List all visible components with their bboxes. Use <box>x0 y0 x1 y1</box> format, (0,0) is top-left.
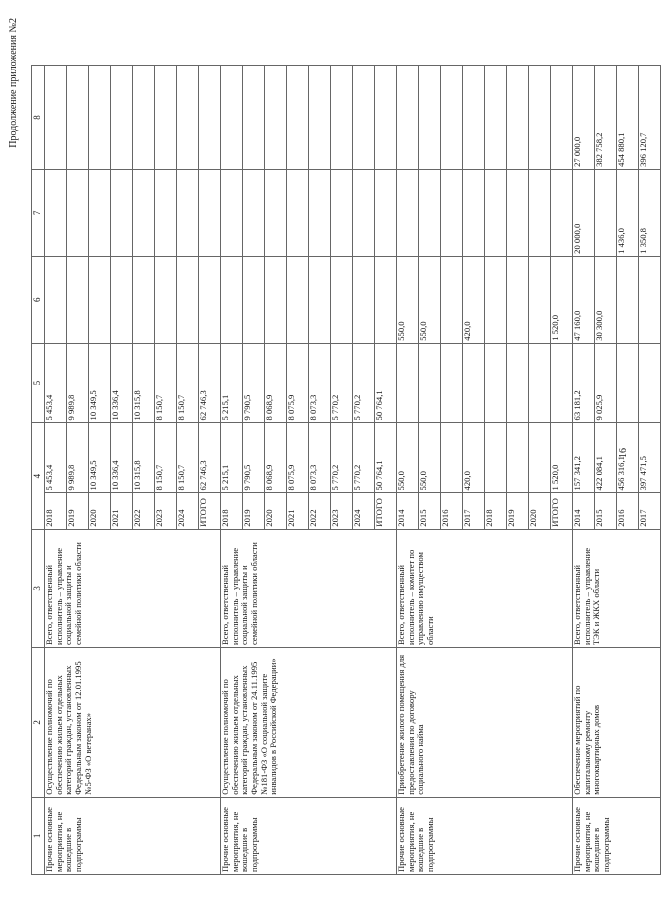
value-cell <box>441 423 463 493</box>
table-row <box>45 66 67 875</box>
value-cell: 5 770,2 <box>331 343 353 423</box>
year-cell: 2018 <box>45 493 67 529</box>
value-cell <box>375 169 397 256</box>
value-cell: 5 770,2 <box>353 343 375 423</box>
appendix-table <box>31 65 661 875</box>
value-cell <box>507 423 529 493</box>
year-cell: 2016 <box>617 493 639 529</box>
table-row <box>573 66 595 875</box>
year-cell: 2023 <box>155 493 177 529</box>
value-cell <box>551 66 573 170</box>
value-cell: 63 181,2 <box>573 343 595 423</box>
value-cell <box>155 256 177 343</box>
row-name-cell: Осуществление полномочий по обеспечению жильем отдельных категорий граждан, установленных Федеральным законом от 12.01.1995 №5-ФЗ «О ветеранах» <box>45 648 221 798</box>
value-cell <box>133 256 155 343</box>
col-header-3: 3 <box>32 529 45 647</box>
value-cell <box>485 66 507 170</box>
year-cell: 2018 <box>485 493 507 529</box>
value-cell <box>331 169 353 256</box>
col-header-1: 1 <box>32 797 45 874</box>
value-cell <box>265 169 287 256</box>
value-cell <box>529 169 551 256</box>
value-cell: 8 150,7 <box>177 343 199 423</box>
value-cell <box>441 66 463 170</box>
value-cell <box>375 66 397 170</box>
year-cell: 2017 <box>639 493 661 529</box>
value-cell <box>133 66 155 170</box>
value-cell <box>463 343 485 423</box>
value-cell <box>463 169 485 256</box>
value-cell <box>221 256 243 343</box>
value-cell: 8 068,9 <box>265 423 287 493</box>
value-cell: 5 215,1 <box>221 423 243 493</box>
value-cell: 550,0 <box>419 423 441 493</box>
year-cell: 2020 <box>89 493 111 529</box>
value-cell: 20 000,0 <box>573 169 595 256</box>
value-cell <box>419 343 441 423</box>
value-cell <box>485 343 507 423</box>
year-cell: 2022 <box>133 493 155 529</box>
value-cell: 396 120,7 <box>639 66 661 170</box>
value-cell: 8 073,3 <box>309 423 331 493</box>
value-cell: 1 350,8 <box>639 169 661 256</box>
value-cell <box>529 66 551 170</box>
value-cell <box>507 66 529 170</box>
value-cell <box>111 66 133 170</box>
value-cell <box>199 169 221 256</box>
row-category-cell: Прочие основные мероприятия, не вошедшие в подпрограммы <box>221 797 397 874</box>
year-cell: ИТОГО <box>551 493 573 529</box>
value-cell: 27 000,0 <box>573 66 595 170</box>
value-cell <box>639 256 661 343</box>
value-cell <box>199 256 221 343</box>
year-cell: 2019 <box>67 493 89 529</box>
value-cell: 50 764,1 <box>375 423 397 493</box>
value-cell <box>353 66 375 170</box>
value-cell <box>89 256 111 343</box>
year-cell: 2021 <box>287 493 309 529</box>
value-cell: 47 160,0 <box>573 256 595 343</box>
value-cell: 454 880,1 <box>617 66 639 170</box>
value-cell <box>309 256 331 343</box>
value-cell: 1 520,0 <box>551 256 573 343</box>
value-cell: 8 150,7 <box>177 423 199 493</box>
value-cell: 550,0 <box>397 423 419 493</box>
value-cell <box>177 256 199 343</box>
value-cell <box>331 66 353 170</box>
value-cell <box>617 256 639 343</box>
value-cell <box>89 169 111 256</box>
col-header-7: 7 <box>32 169 45 256</box>
row-name-cell: Осуществление полномочий по обеспечению жильем отдельных категорий граждан, установленных Федеральным законом от 24.11.1995 №181-ФЗ «О социальной защите инвалидов в Российской Федерации» <box>221 648 397 798</box>
year-cell: 2017 <box>463 493 485 529</box>
value-cell <box>485 169 507 256</box>
value-cell: 1 436,0 <box>617 169 639 256</box>
value-cell <box>485 256 507 343</box>
value-cell: 9 989,8 <box>67 423 89 493</box>
value-cell <box>441 256 463 343</box>
value-cell <box>243 66 265 170</box>
value-cell: 5 770,2 <box>353 423 375 493</box>
row-responsible-cell: Всего, ответственный исполнитель – управление социальной защиты и семейной политики области <box>45 529 221 647</box>
value-cell: 62 746,3 <box>199 423 221 493</box>
year-cell: ИТОГО <box>375 493 397 529</box>
value-cell: 382 758,2 <box>595 66 617 170</box>
value-cell <box>529 423 551 493</box>
value-cell <box>309 66 331 170</box>
year-cell: 2018 <box>221 493 243 529</box>
value-cell: 8 068,9 <box>265 343 287 423</box>
value-cell: 8 075,9 <box>287 343 309 423</box>
year-cell: ИТОГО <box>199 493 221 529</box>
value-cell <box>397 169 419 256</box>
row-category-cell: Прочие основные мероприятия, не вошедшие в подпрограммы <box>573 797 661 874</box>
value-cell: 8 150,7 <box>155 343 177 423</box>
value-cell <box>177 66 199 170</box>
value-cell <box>309 169 331 256</box>
year-cell: 2023 <box>331 493 353 529</box>
col-header-8: 8 <box>32 66 45 170</box>
value-cell: 8 075,9 <box>287 423 309 493</box>
header-row <box>32 66 45 875</box>
col-header-6: 6 <box>32 256 45 343</box>
table-row <box>397 66 419 875</box>
value-cell <box>375 256 397 343</box>
year-cell: 2019 <box>507 493 529 529</box>
value-cell: 420,0 <box>463 423 485 493</box>
value-cell <box>551 343 573 423</box>
year-cell: 2020 <box>265 493 287 529</box>
value-cell: 420,0 <box>463 256 485 343</box>
row-name-cell: Приобретение жилого помещения для предоставления по договору социального найма <box>397 648 573 798</box>
value-cell <box>133 169 155 256</box>
value-cell <box>463 66 485 170</box>
table-row <box>221 66 243 875</box>
value-cell: 456 316,1 <box>617 423 639 493</box>
year-cell: 2014 <box>397 493 419 529</box>
value-cell <box>441 343 463 423</box>
value-cell <box>243 256 265 343</box>
value-cell <box>507 169 529 256</box>
year-cell: 2016 <box>441 493 463 529</box>
value-cell: 550,0 <box>419 256 441 343</box>
value-cell <box>67 66 89 170</box>
value-cell <box>617 343 639 423</box>
value-cell <box>595 169 617 256</box>
year-cell: 2015 <box>595 493 617 529</box>
year-cell: 2020 <box>529 493 551 529</box>
value-cell <box>221 66 243 170</box>
value-cell <box>419 66 441 170</box>
value-cell: 10 349,5 <box>89 343 111 423</box>
col-header-4: 4 <box>32 423 45 529</box>
value-cell: 30 300,0 <box>595 256 617 343</box>
value-cell <box>265 256 287 343</box>
value-cell: 10 315,8 <box>133 423 155 493</box>
value-cell <box>485 423 507 493</box>
row-responsible-cell: Всего, ответственный исполнитель – управление ТЭК и ЖКХ области <box>573 529 661 647</box>
value-cell <box>265 66 287 170</box>
row-category-cell: Прочие основные мероприятия, не вошедшие в подпрограммы <box>45 797 221 874</box>
year-cell: 2019 <box>243 493 265 529</box>
value-cell: 550,0 <box>397 256 419 343</box>
value-cell <box>45 169 67 256</box>
value-cell: 10 336,4 <box>111 423 133 493</box>
year-cell: 2024 <box>353 493 375 529</box>
value-cell <box>353 256 375 343</box>
value-cell: 10 336,4 <box>111 343 133 423</box>
year-cell: 2021 <box>111 493 133 529</box>
value-cell: 10 315,8 <box>133 343 155 423</box>
value-cell: 9 790,5 <box>243 423 265 493</box>
value-cell <box>287 66 309 170</box>
year-cell: 2024 <box>177 493 199 529</box>
value-cell <box>45 256 67 343</box>
row-responsible-cell: Всего, ответственный исполнитель – управление социальной защиты и семейной политики области <box>221 529 397 647</box>
year-cell: 2022 <box>309 493 331 529</box>
value-cell: 5 215,1 <box>221 343 243 423</box>
row-name-cell: Обеспечение мероприятий по капитальному ремонту многоквартирных домов <box>573 648 661 798</box>
value-cell: 8 150,7 <box>155 423 177 493</box>
value-cell: 10 349,5 <box>89 423 111 493</box>
value-cell: 397 471,5 <box>639 423 661 493</box>
row-category-cell: Прочие основные мероприятия, не вошедшие в подпрограммы <box>397 797 573 874</box>
year-cell: 2014 <box>573 493 595 529</box>
value-cell <box>353 169 375 256</box>
value-cell <box>331 256 353 343</box>
col-header-2: 2 <box>32 648 45 798</box>
value-cell: 9 989,8 <box>67 343 89 423</box>
value-cell <box>287 256 309 343</box>
value-cell: 422 084,1 <box>595 423 617 493</box>
value-cell <box>155 66 177 170</box>
value-cell: 9 025,9 <box>595 343 617 423</box>
value-cell <box>397 66 419 170</box>
value-cell <box>243 169 265 256</box>
value-cell: 8 073,3 <box>309 343 331 423</box>
value-cell <box>529 343 551 423</box>
value-cell <box>67 169 89 256</box>
value-cell: 5 453,4 <box>45 343 67 423</box>
value-cell: 5 453,4 <box>45 423 67 493</box>
value-cell: 157 341,2 <box>573 423 595 493</box>
value-cell <box>551 169 573 256</box>
value-cell <box>89 66 111 170</box>
value-cell: 62 746,3 <box>199 343 221 423</box>
value-cell <box>507 256 529 343</box>
value-cell <box>67 256 89 343</box>
value-cell <box>221 169 243 256</box>
value-cell <box>287 169 309 256</box>
row-responsible-cell: Всего, ответственный исполнитель – комитет по управлению имуществом области <box>397 529 573 647</box>
value-cell <box>199 66 221 170</box>
table-body <box>45 66 661 875</box>
value-cell <box>397 343 419 423</box>
col-header-5: 5 <box>32 343 45 423</box>
value-cell <box>507 343 529 423</box>
value-cell <box>45 66 67 170</box>
page-number: 16 <box>618 448 629 458</box>
value-cell <box>441 169 463 256</box>
value-cell: 1 520,0 <box>551 423 573 493</box>
year-cell: 2015 <box>419 493 441 529</box>
value-cell: 50 764,1 <box>375 343 397 423</box>
value-cell <box>529 256 551 343</box>
value-cell: 5 770,2 <box>331 423 353 493</box>
appendix-continuation-label: Продолжение приложения №2 <box>8 18 19 148</box>
value-cell <box>639 343 661 423</box>
value-cell <box>177 169 199 256</box>
value-cell <box>111 256 133 343</box>
value-cell: 9 790,5 <box>243 343 265 423</box>
value-cell <box>419 169 441 256</box>
value-cell <box>155 169 177 256</box>
value-cell <box>111 169 133 256</box>
